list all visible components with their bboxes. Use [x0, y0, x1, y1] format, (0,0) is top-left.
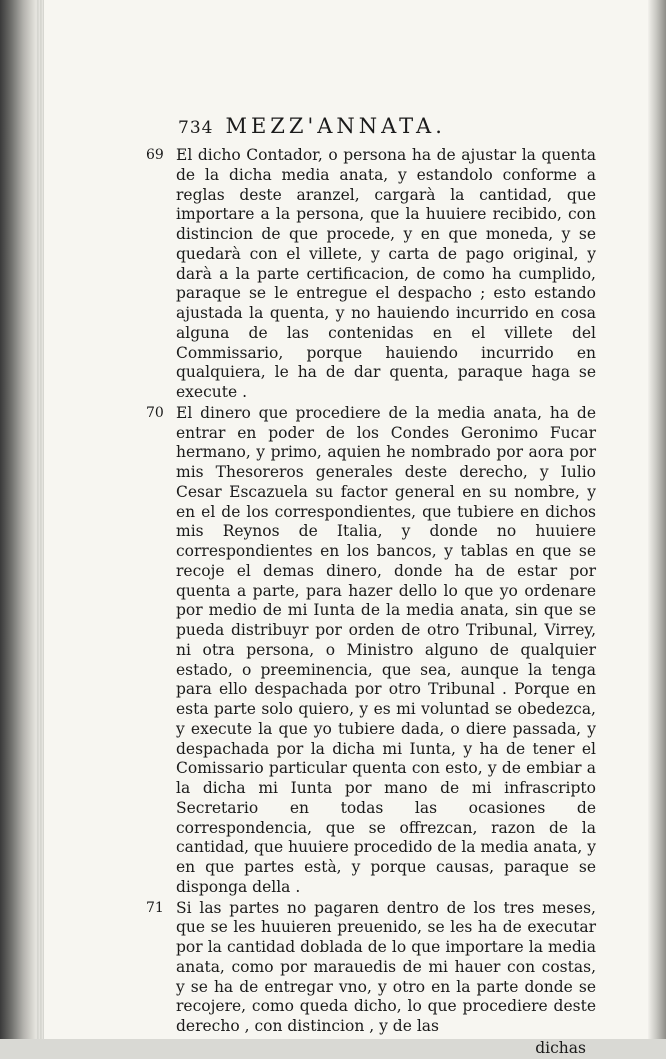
text-block: [146, 146, 596, 1059]
paragraph-text: El dinero que procediere de la media anata, ha de entrar en poder de los Condes Geronimo Fucar hermano, y primo, aquien he nombrado por aora por mis Thesoreros generales deste derecho, y Iulio Cesar Escazuela su factor general en su nombre, y en el de los correspondientes, que tubiere en dichos mis Reynos de Italia, y donde no huuiere correspondientes en los bancos, y tablas en que se recoje el demas dinero, donde ha de estar por quenta a parte, para hazer dello lo que yo ordenare por medio de mi Iunta de la media anata, sin que se pueda distribuyr por orden de otro Tribunal, Virrey, ni otra persona, o Ministro alguno de qualquier estado, o preeminencia, que sea, aunque la tenga para ello despachada por otro Tribunal . Porque en esta parte solo quiero, y es mi voluntad se obedezca, y execute la que yo tubiere dada, o diere passada, y despachada por la dicha mi Iunta, y ha de tener el Comissario particular quenta con esto, y de embiar a la dicha mi Iunta por mano de mi infrascripto Secretario en todas las ocasiones de correspondencia, que se offrezcan, razon de la cantidad, que huuiere procedido de la media anata, y en que partes està, y porque causas, paraque se disponga della .: [176, 403, 596, 896]
paragraph-number: 71: [146, 899, 164, 916]
page-edges: [36, 0, 44, 1039]
paragraph-71: [146, 899, 596, 1037]
paragraph-number: 70: [146, 404, 164, 421]
catchword: dichas: [535, 1038, 586, 1057]
running-title: MEZZ'ANNATA.: [225, 114, 446, 138]
paragraph-text: Si las partes no pagaren dentro de los tres meses, que se les huuieren preuenido, se les ha de executar por la cantidad doblada de lo que importare la media anata, como por marauedis de mi hauer con costas, y se ha de entregar vno, y otro en la parte donde se recojere, como queda dicho, lo que procediere deste derecho , con distincion , y de las: [176, 898, 596, 1035]
paragraph-text: El dicho Contador, o persona ha de ajustar la quenta de la dicha media anata, y estandolo conforme a reglas deste aranzel, cargarà la cantidad, que importare a la persona, que la huuiere recibido, con distincion de que procede, y en que moneda, y se quedarà con el villete, y carta de pago original, y darà a la parte certificacion, de como ha cumplido, paraque se le entregue el despacho ; esto estando ajustada la quenta, y no hauiendo incurrido en cosa alguna de las contenidas en el villete del Commissario, porque hauiendo incurrido en qualquiera, le ha de dar quenta, paraque haga se execute .: [176, 146, 596, 401]
paragraph-69: [146, 146, 596, 403]
paragraph-70: [146, 404, 596, 898]
book-binding-shadow: [0, 0, 36, 1039]
page-header: [178, 114, 446, 138]
page-number: 734: [178, 118, 214, 138]
paragraph-number: 69: [146, 147, 164, 163]
right-page-edge: [648, 0, 666, 1039]
